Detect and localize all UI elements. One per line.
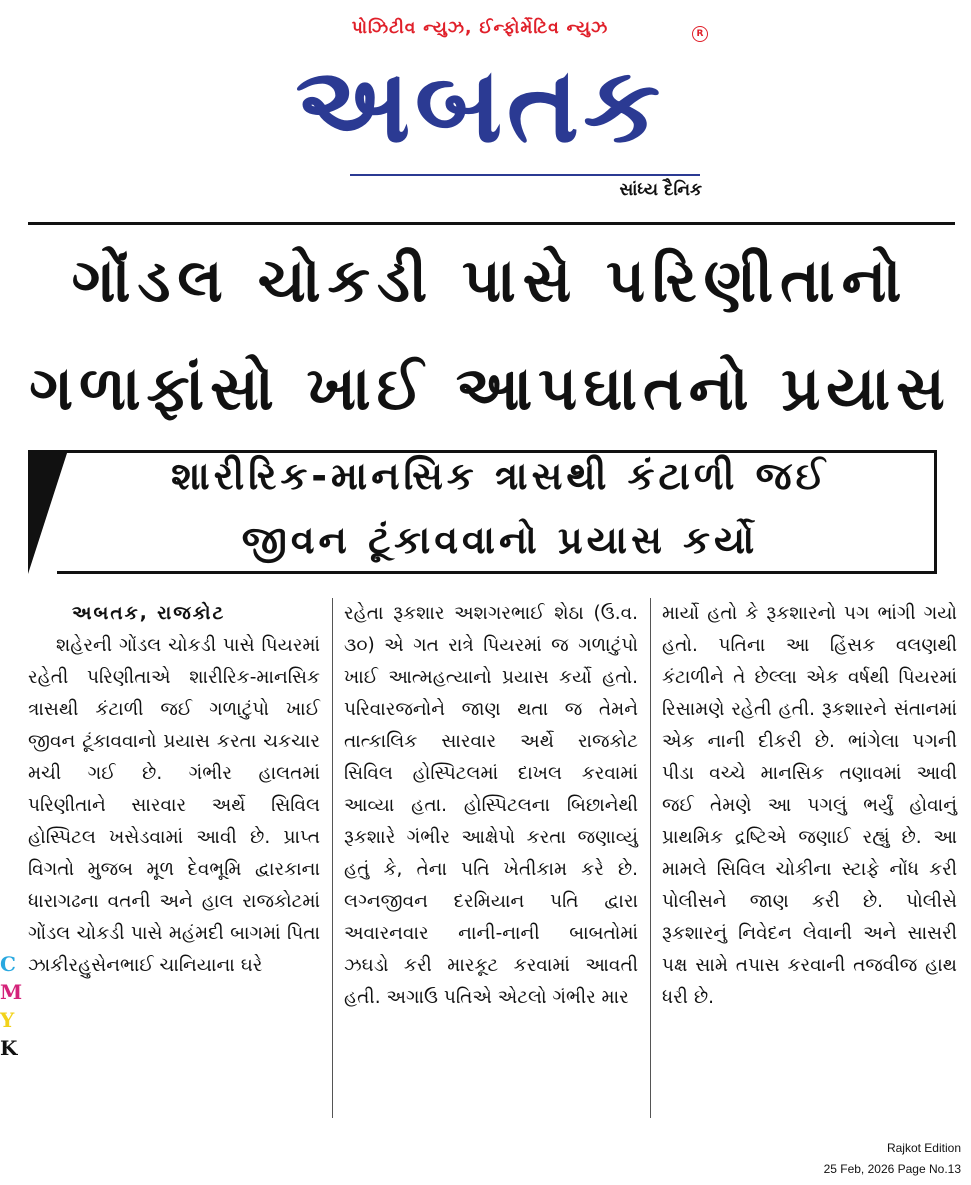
date-page-label: 25 Feb, 2026 Page No.13 bbox=[823, 1162, 961, 1176]
tagline: પોઝિટીવ ન્યુઝ, ઈન્ફોર્મેટિવ ન્યુઝ bbox=[351, 18, 609, 38]
magenta-mark: M bbox=[0, 980, 23, 1004]
registered-mark-icon: R bbox=[692, 26, 708, 42]
deck-line-2: જીવન ટૂંકાવવાનો પ્રયાસ કર્યો bbox=[241, 518, 759, 562]
deck-line-1: શારીરિક-માનસિક ત્રાસથી કંટાળી જઈ bbox=[171, 454, 829, 498]
masthead bbox=[260, 10, 720, 205]
column-3-text: માર્યો હતો કે રૂકશારનો પગ ભાંગી ગયો હતો. પતિના આ હિંસક વલણથી કંટાળીને તે છેલ્લા એક વર્ષથી પિયરમાં રિસામણે રહેતી હતી. રૂકશારને સંતાનમાં એક નાની દીકરી છે. ભાંગેલા પગની પીડા વચ્ચે માનસિક તણાવમાં આવી જઈ તેમણે આ પગલું ભર્યું હોવાનું પ્રાથમિક દ્રષ્ટિએ જણાઈ રહ્યું છે. આ મામલે સિવિલ ચોકીના સ્ટાફે નોંધ કરી પોલીસને જાણ કરી છે. પોલીસે રૂકશારનું નિવેદન લેવાની અને સાસરી પક્ષ સામે તપાસ કરવાની તજવીજ હાથ ધરી છે. bbox=[662, 603, 957, 1008]
article-column-2 bbox=[344, 598, 638, 1014]
cmyk-registration-marks bbox=[0, 950, 23, 1062]
newspaper-logo: અબતક bbox=[295, 44, 665, 166]
headline-line-2: ગળાફાંસો ખાઈ આપઘાતનો પ્રયાસ bbox=[29, 354, 951, 424]
edition-label: Rajkot Edition bbox=[886, 1141, 961, 1155]
cyan-mark: C bbox=[0, 952, 16, 976]
article-column-1 bbox=[28, 598, 320, 982]
page-footer bbox=[824, 1138, 961, 1180]
column-2-text: રહેતા રૂકશાર અશગરભાઈ શેઠા (ઉ.વ. ૩૦) એ ગત રાત્રે પિયરમાં જ ગળાટુંપો ખાઈ આત્મહત્યાનો પ્રયાસ કર્યો હતો. પરિવારજનોને જાણ થતા જ તેમને તાત્કાલિક સારવાર અર્થે રાજકોટ સિવિલ હોસ્પિટલમાં દાખલ કરવામાં આવ્યા હતા. હોસ્પિટલના બિછાનેથી રૂકશારે ગંભીર આક્ષેપો કરતા જણાવ્યું હતું કે, તેના પતિ ખેતીકામ કરે છે. લગ્નજીવન દરમિયાન પતિ દ્વારા અવારનવાર નાની-નાની બાબતોમાં ઝઘડો કરી મારકૂટ કરવામાં આવતી હતી. અગાઉ પતિએ એટલો ગંભીર માર bbox=[344, 603, 638, 1008]
dateline: અબતક, રાજકોટ bbox=[72, 603, 226, 624]
column-divider bbox=[332, 598, 333, 1118]
column-divider bbox=[650, 598, 651, 1118]
masthead-divider bbox=[28, 222, 955, 225]
article-column-3 bbox=[662, 598, 957, 1014]
edition-type: સાંધ્ય દૈનિક bbox=[619, 180, 702, 200]
column-1-text: શહેરની ગોંડલ ચોકડી પાસે પિયરમાં રહેતી પરિણીતાએ શારીરિક-માનસિક ત્રાસથી કંટાળી જઈ ગળાટુંપો ખાઈ જીવન ટૂંકાવવાનો પ્રયાસ કરતા ચકચાર મચી ગઈ છે. ગંભીર હાલતમાં પરિણીતાને સારવાર અર્થે સિવિલ હોસ્પિટલ ખસેડવામાં આવી છે. પ્રાપ્ત વિગતો મુજબ મૂળ દેવભૂમિ દ્વારકાના ધારાગઢના વતની અને હાલ રાજકોટમાં ગોંડલ ચોકડી પાસે મહંમદી બાગમાં પિતા ઝાકીરહુસેનભાઈ ચાનિયાના ઘરે bbox=[28, 635, 320, 976]
headline-line-1: ગોંડલ ચોકડી પાસે પરિણીતાનો bbox=[71, 246, 909, 316]
yellow-mark: Y bbox=[0, 1008, 15, 1032]
black-mark: K bbox=[0, 1036, 18, 1060]
logo-underline bbox=[350, 174, 700, 176]
